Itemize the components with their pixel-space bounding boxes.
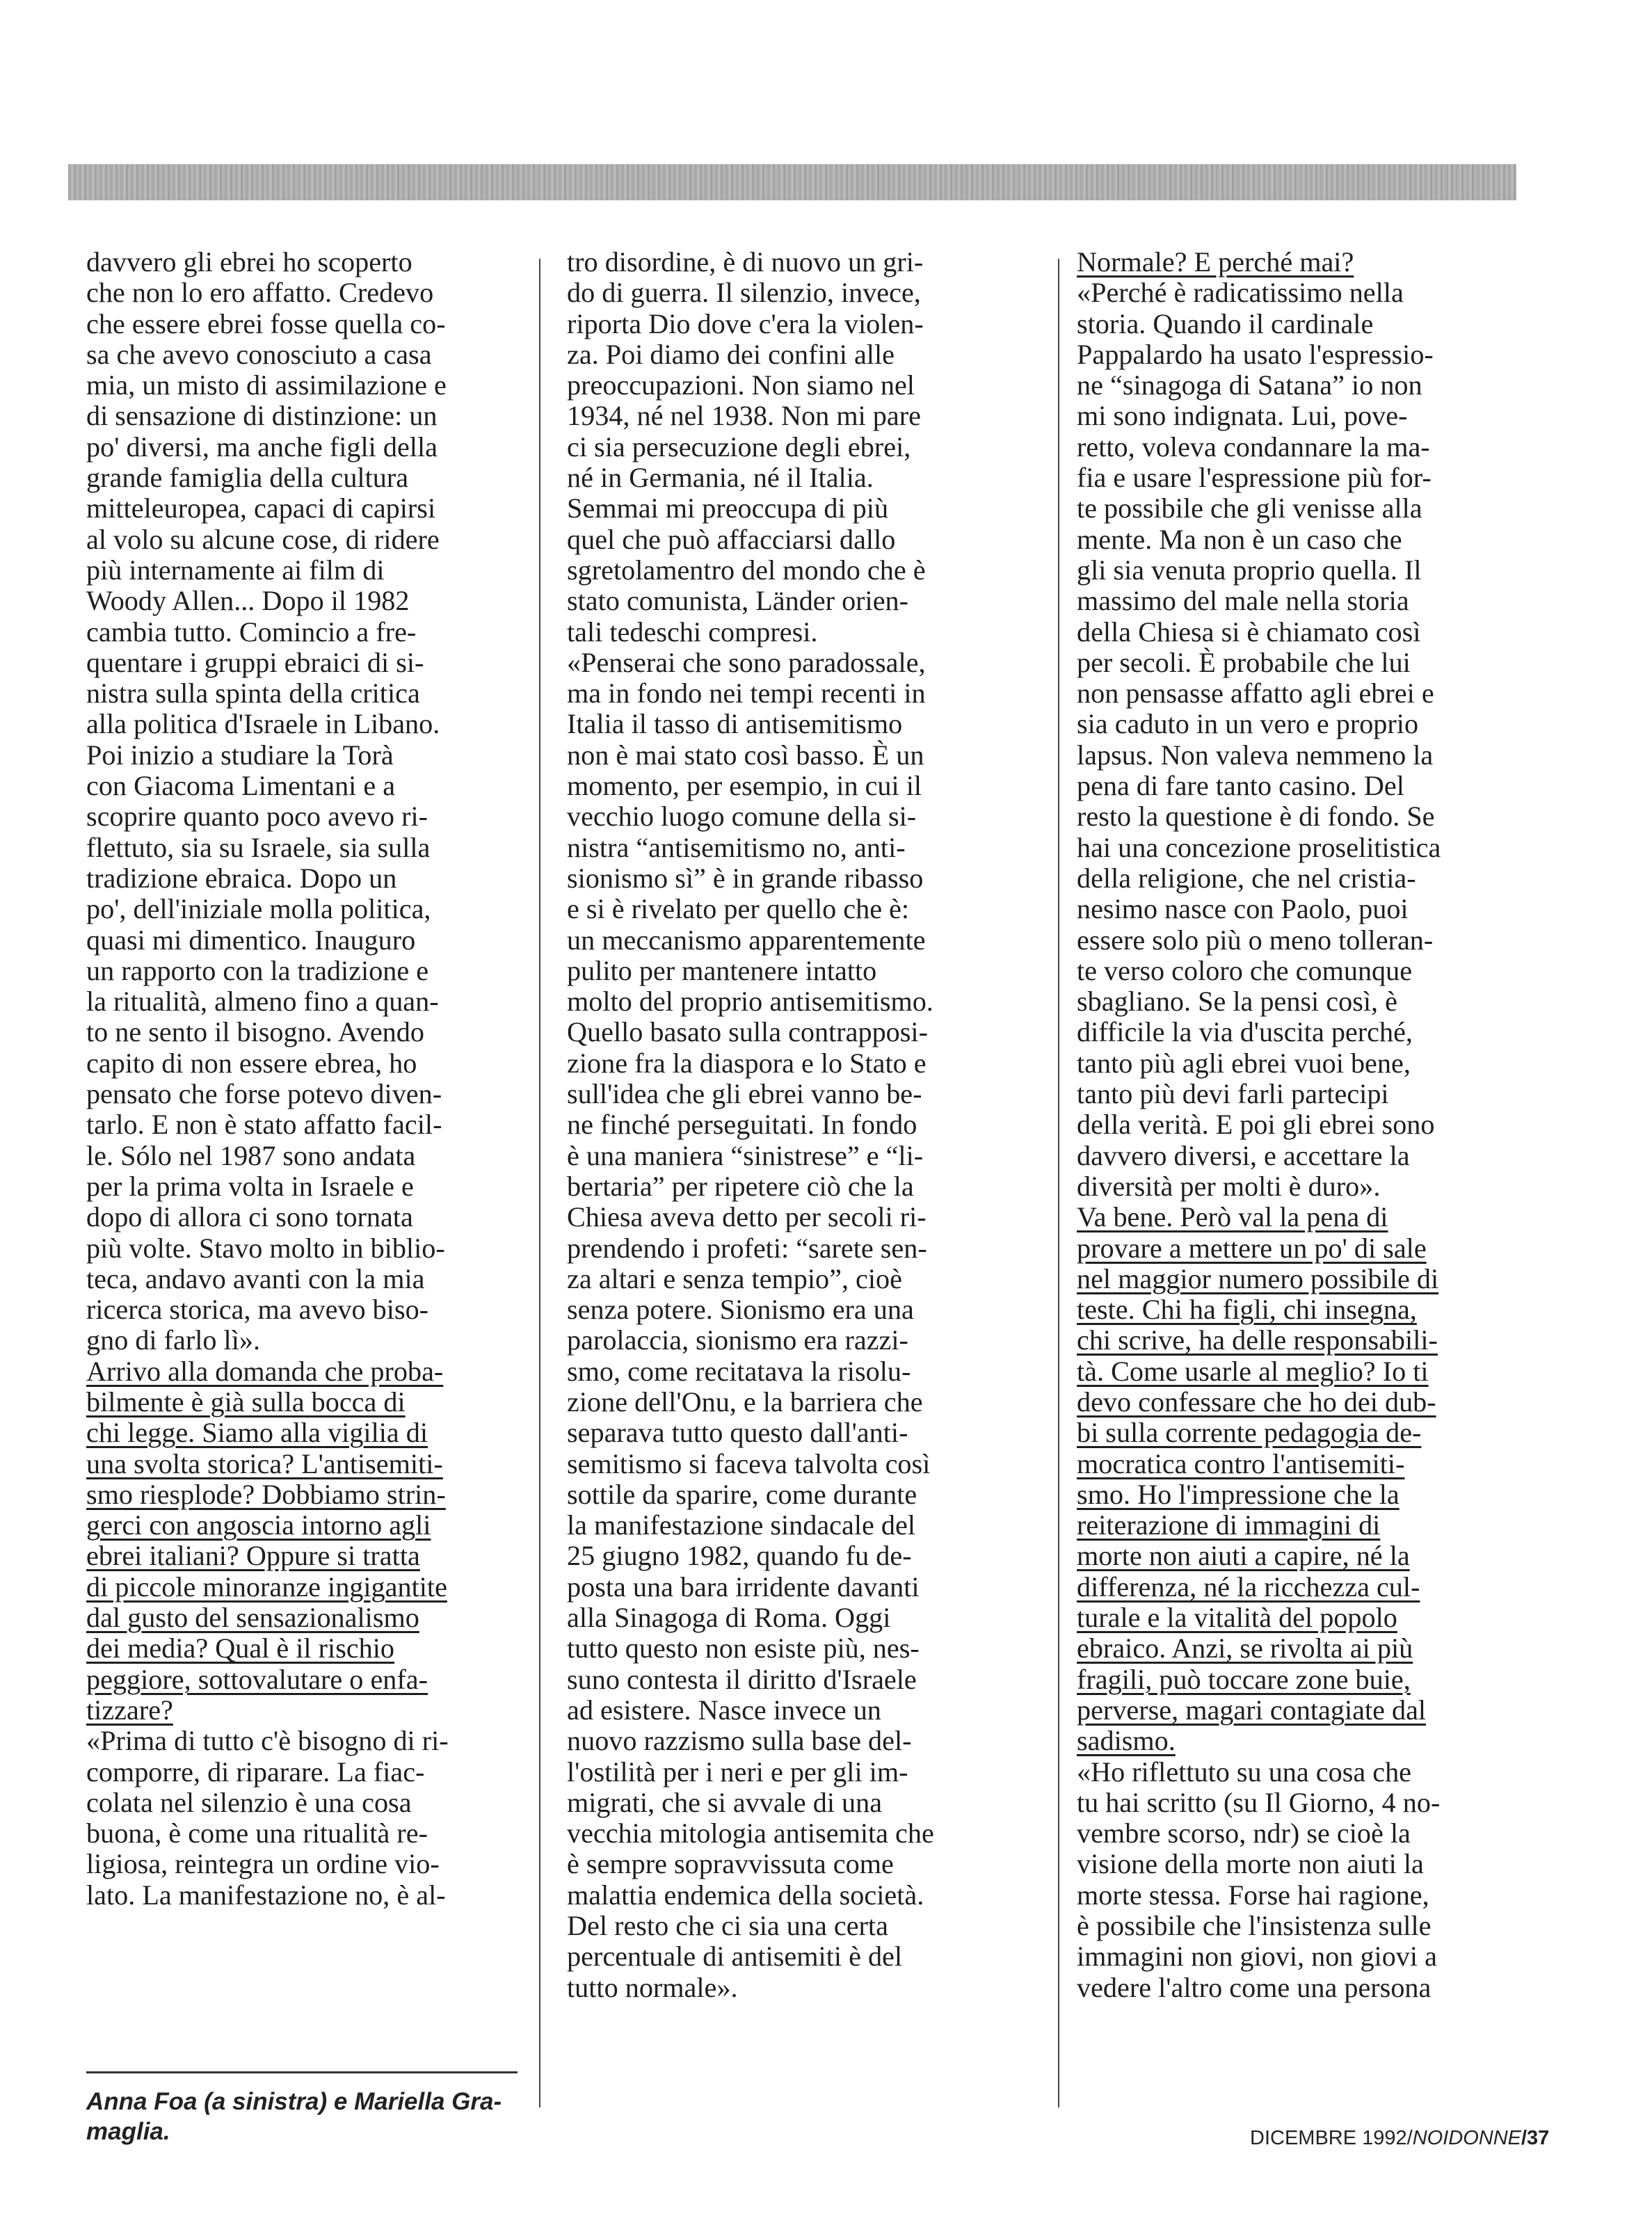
answer-line: massimo del male nella storia — [1077, 585, 1409, 617]
answer-line: della verità. E poi gli ebrei sono — [1077, 1109, 1435, 1141]
answer-line: quentare i gruppi ebraici di si- — [86, 646, 424, 678]
question-line: smo riesplode? Dobbiamo strin- — [86, 1478, 446, 1510]
answer-line: fia e usare l'espressione più for- — [1077, 462, 1432, 494]
answer-line: la manifestazione sindacale del — [567, 1509, 915, 1541]
answer-line: Poi inizio a studiare la Torà — [86, 739, 394, 771]
answer-line: capito di non essere ebrea, ho — [86, 1047, 417, 1079]
answer-line: molto del proprio antisemitismo. — [567, 986, 933, 1018]
question-line: fragili, può toccare zone buie, — [1077, 1663, 1411, 1695]
answer-line: flettuto, sia su Israele, sia sulla — [86, 831, 431, 863]
question-line: Normale? E perché mai? — [1077, 246, 1354, 278]
answer-line: po' diversi, ma anche figli della — [86, 431, 438, 463]
answer-line: mente. Ma non è un caso che — [1077, 523, 1402, 555]
question-line: una svolta storica? L'antisemiti- — [86, 1447, 443, 1479]
question-line: turale e la vitalità del popolo — [1077, 1602, 1397, 1634]
article-column-2 — [567, 247, 934, 2003]
answer-line: «Penserai che sono paradossale, — [567, 646, 926, 678]
answer-line: za. Poi diamo dei confini alle — [567, 338, 895, 370]
answer-line: tutto normale». — [567, 1971, 738, 2003]
answer-line: nistra “antisemitismo no, anti- — [567, 831, 906, 863]
answer-line: sbagliano. Se la pensi così, è — [1077, 986, 1397, 1018]
answer-line: cambia tutto. Comincio a fre- — [86, 616, 417, 648]
answer-line: non è mai stato così basso. È un — [567, 739, 924, 771]
question-line: di piccole minoranze ingigantite — [86, 1571, 447, 1603]
caption-line: Anna Foa (a sinistra) e Mariella Gra- — [86, 2088, 502, 2115]
answer-line: tarlo. E non è stato affatto facil- — [86, 1109, 442, 1141]
answer-line: tradizione ebraica. Dopo un — [86, 862, 397, 894]
answer-line: nesimo nasce con Paolo, puoi — [1077, 893, 1409, 925]
answer-line: «Prima di tutto c'è bisogno di ri- — [86, 1725, 449, 1757]
answer-line: separava tutto questo dall'anti- — [567, 1417, 908, 1449]
answer-line: ad esistere. Nasce invece un — [567, 1694, 881, 1726]
article-column-3 — [1077, 247, 1441, 2003]
answer-line: tali tedeschi compresi. — [567, 616, 818, 648]
answer-line: Chiesa aveva detto per secoli ri- — [567, 1201, 927, 1233]
answer-line: «Ho riflettuto su una cosa che — [1077, 1756, 1411, 1788]
answer-line: morte stessa. Forse hai ragione, — [1077, 1879, 1429, 1911]
question-line: smo. Ho l'impressione che la — [1077, 1478, 1400, 1510]
answer-line: storia. Quando il cardinale — [1077, 307, 1374, 339]
answer-line: al volo su alcune cose, di ridere — [86, 523, 440, 555]
answer-line: stato comunista, Länder orien- — [567, 585, 909, 617]
answer-line: ne finché perseguitati. In fondo — [567, 1109, 917, 1141]
answer-line: dopo di allora ci sono tornata — [86, 1201, 413, 1233]
answer-line: ricerca storica, ma avevo biso- — [86, 1294, 429, 1326]
question-line: tizzare? — [86, 1694, 173, 1726]
answer-line: sa che avevo conosciuto a casa — [86, 338, 432, 370]
question-line: dal gusto del sensazionalismo — [86, 1602, 419, 1634]
answer-line: malattia endemica della società. — [567, 1879, 924, 1911]
question-line: provare a mettere un po' di sale — [1077, 1232, 1427, 1264]
answer-line: ligiosa, reintegra un ordine vio- — [86, 1848, 440, 1880]
answer-line: è una maniera “sinistrese” e “li- — [567, 1139, 924, 1171]
answer-line: davvero gli ebrei ho scoperto — [86, 246, 412, 278]
answer-line: tutto questo non esiste più, nes- — [567, 1632, 920, 1664]
answer-line: davvero diversi, e accettare la — [1077, 1139, 1410, 1171]
question-line: Arrivo alla domanda che proba- — [86, 1355, 444, 1387]
answer-line: momento, per esempio, in cui il — [567, 770, 922, 802]
answer-line: pena di fare tanto casino. Del — [1077, 770, 1404, 802]
caption-line: maglia. — [86, 2118, 170, 2145]
answer-line: di sensazione di distinzione: un — [86, 400, 438, 432]
answer-line: ne “sinagoga di Satana” io non — [1077, 369, 1422, 401]
answer-line: essere solo più o meno tolleran- — [1077, 924, 1434, 956]
answer-line: zione fra la diaspora e lo Stato e — [567, 1047, 927, 1079]
photo-caption — [86, 2087, 502, 2146]
answer-line: sgretolamentro del mondo che è — [567, 554, 926, 586]
answer-line: resto la questione è di fondo. Se — [1077, 801, 1435, 833]
question-line: bi sulla corrente pedagogia de- — [1077, 1417, 1422, 1449]
answer-line: mia, un misto di assimilazione e — [86, 369, 447, 401]
question-line: reiterazione di immagini di — [1077, 1509, 1381, 1541]
answer-line: do di guerra. Il silenzio, invece, — [567, 277, 921, 309]
question-line: morte non aiuti a capire, né la — [1077, 1540, 1410, 1572]
answer-line: teca, andavo avanti con la mia — [86, 1262, 425, 1294]
answer-line: lato. La manifestazione no, è al- — [86, 1879, 446, 1911]
answer-line: smo, come recitatava la risolu- — [567, 1355, 911, 1387]
answer-line: senza potere. Sionismo era una — [567, 1294, 914, 1326]
question-line: ebraico. Anzi, se rivolta ai più — [1077, 1632, 1413, 1664]
answer-line: visione della morte non aiuti la — [1077, 1848, 1424, 1880]
answer-line: te verso coloro che comunque — [1077, 954, 1413, 986]
answer-line: Quello basato sulla contrapposi- — [567, 1016, 928, 1048]
answer-line: della religione, che nel cristia- — [1077, 862, 1416, 894]
answer-line: ma in fondo nei tempi recenti in — [567, 677, 926, 709]
answer-line: alla politica d'Israele in Libano. — [86, 708, 440, 740]
answer-line: 1934, né nel 1938. Non mi pare — [567, 400, 921, 432]
answer-line: riporta Dio dove c'era la violen- — [567, 307, 924, 339]
answer-line: comporre, di riparare. La fiac- — [86, 1756, 425, 1788]
answer-line: Italia il tasso di antisemitismo — [567, 708, 903, 740]
answer-line: gli sia venuta proprio quella. Il — [1077, 554, 1422, 586]
answer-line: alla Sinagoga di Roma. Oggi — [567, 1602, 891, 1634]
answer-line: quasi mi dimentico. Inauguro — [86, 924, 416, 956]
answer-line: né in Germania, né il Italia. — [567, 462, 874, 494]
answer-line: le. Sólo nel 1987 sono andata — [86, 1139, 416, 1171]
article-column-1 — [86, 247, 449, 1911]
question-line: ebrei italiani? Oppure si tratta — [86, 1540, 420, 1572]
answer-line: mi sono indignata. Lui, pove- — [1077, 400, 1408, 432]
answer-line: sionismo sì” è in grande ribasso — [567, 862, 924, 894]
answer-line: tu hai scritto (su Il Giorno, 4 no- — [1077, 1786, 1441, 1818]
answer-line: tanto più agli ebrei vuoi bene, — [1077, 1047, 1411, 1079]
answer-line: Del resto che ci sia una certa — [567, 1910, 888, 1942]
answer-line: Semmai mi preoccupa di più — [567, 492, 889, 524]
question-line: chi scrive, ha delle responsabili- — [1077, 1324, 1438, 1356]
question-line: tà. Come usarle al meglio? Io ti — [1077, 1355, 1429, 1387]
answer-line: zione dell'Onu, e la barriera che — [567, 1386, 923, 1418]
answer-line: vecchio luogo comune della si- — [567, 801, 917, 833]
footer-page-number: /37 — [1521, 2127, 1550, 2149]
answer-line: sottile da sparire, come durante — [567, 1478, 917, 1510]
answer-line: percentuale di antisemiti è del — [567, 1941, 903, 1973]
answer-line: Pappalardo ha usato l'espressio- — [1077, 338, 1434, 370]
answer-line: prendendo i profeti: “sarete sen- — [567, 1232, 927, 1264]
answer-line: 25 giugno 1982, quando fu de- — [567, 1540, 912, 1572]
answer-line: semitismo si faceva talvolta così — [567, 1447, 931, 1479]
question-line: Va bene. Però val la pena di — [1077, 1201, 1388, 1233]
answer-line: con Giacoma Limentani e a — [86, 770, 396, 802]
question-line: devo confessare che ho dei dub- — [1077, 1386, 1436, 1418]
answer-line: e si è rivelato per quello che è: — [567, 893, 910, 925]
answer-line: difficile la via d'uscita perché, — [1077, 1016, 1413, 1048]
answer-line: più internamente ai film di — [86, 554, 385, 586]
question-line: dei media? Qual è il rischio — [86, 1632, 395, 1664]
question-line: nel maggior numero possibile di — [1077, 1262, 1439, 1294]
answer-line: è possibile che l'insistenza sulle — [1077, 1910, 1432, 1942]
caption-rule — [86, 2071, 518, 2073]
question-line: bilmente è già sulla bocca di — [86, 1386, 406, 1418]
answer-line: nistra sulla spinta della critica — [86, 677, 420, 709]
answer-line: non pensasse affatto agli ebrei e — [1077, 677, 1434, 709]
answer-line: sull'idea che gli ebrei vanno be- — [567, 1078, 922, 1110]
answer-line: che essere ebrei fosse quella co- — [86, 307, 446, 339]
answer-line: te possibile che gli venisse alla — [1077, 492, 1422, 524]
answer-line: per la prima volta in Israele e — [86, 1170, 414, 1202]
header-decorative-band — [68, 164, 1516, 200]
answer-line: per secoli. È probabile che lui — [1077, 646, 1411, 678]
answer-line: gno di farlo lì». — [86, 1324, 261, 1356]
answer-line: colata nel silenzio è una cosa — [86, 1786, 412, 1818]
answer-line: è sempre sopravvissuta come — [567, 1848, 894, 1880]
answer-line: ci sia persecuzione degli ebrei, — [567, 431, 911, 463]
answer-line: quel che può affacciarsi dallo — [567, 523, 896, 555]
answer-line: za altari e senza tempio”, cioè — [567, 1262, 902, 1294]
answer-line: diversità per molti è duro». — [1077, 1170, 1381, 1202]
page-footer — [1250, 2127, 1549, 2150]
answer-line: hai una concezione proselitistica — [1077, 831, 1441, 863]
question-line: chi legge. Siamo alla vigilia di — [86, 1417, 428, 1449]
column-divider-2 — [1058, 259, 1059, 2107]
answer-line: vembre scorso, ndr) se cioè la — [1077, 1817, 1411, 1849]
answer-line: immagini non giovi, non giovi a — [1077, 1941, 1437, 1973]
answer-line: scoprire quanto poco avevo ri- — [86, 801, 428, 833]
answer-line: tro disordine, è di nuovo un gri- — [567, 246, 924, 278]
answer-line: retto, voleva condannare la ma- — [1077, 431, 1430, 463]
question-line: mocratica contro l'antisemiti- — [1077, 1447, 1405, 1479]
question-line: perverse, magari contagiate dal — [1077, 1694, 1427, 1726]
question-line: differenza, né la ricchezza cul- — [1077, 1571, 1420, 1603]
question-line: sadismo. — [1077, 1725, 1176, 1757]
answer-line: to ne sento il bisogno. Avendo — [86, 1016, 424, 1048]
answer-line: po', dell'iniziale molla politica, — [86, 893, 431, 925]
answer-line: vedere l'altro come una persona — [1077, 1971, 1432, 2003]
footer-magazine: NOIDONNE — [1412, 2127, 1521, 2149]
column-divider-1 — [539, 259, 540, 2107]
answer-line: posta una bara irridente davanti — [567, 1571, 920, 1603]
answer-line: bertaria” per ripetere ciò che la — [567, 1170, 914, 1202]
answer-line: della Chiesa si è chiamato così — [1077, 616, 1421, 648]
answer-line: vecchia mitologia antisemita che — [567, 1817, 934, 1849]
answer-line: pensato che forse potevo diven- — [86, 1078, 442, 1110]
question-line: teste. Chi ha figli, chi insegna, — [1077, 1294, 1417, 1326]
answer-line: buona, è come una ritualità re- — [86, 1817, 428, 1849]
answer-line: un rapporto con la tradizione e — [86, 954, 429, 986]
answer-line: Woody Allen... Dopo il 1982 — [86, 585, 410, 617]
answer-line: che non lo ero affatto. Credevo — [86, 277, 434, 309]
answer-line: suno contesta il diritto d'Israele — [567, 1663, 917, 1695]
answer-line: grande famiglia della cultura — [86, 462, 409, 494]
answer-line: sia caduto in un vero e proprio — [1077, 708, 1419, 740]
answer-line: preoccupazioni. Non siamo nel — [567, 369, 915, 401]
answer-line: «Perché è radicatissimo nella — [1077, 277, 1404, 309]
answer-line: più volte. Stavo molto in biblio- — [86, 1232, 445, 1264]
answer-line: l'ostilità per i neri e per gli im- — [567, 1756, 908, 1788]
question-line: peggiore, sottovalutare o enfa- — [86, 1663, 428, 1695]
answer-line: parolaccia, sionismo era razzi- — [567, 1324, 908, 1356]
question-line: gerci con angoscia intorno agli — [86, 1509, 431, 1541]
answer-line: migrati, che si avvale di una — [567, 1786, 883, 1818]
answer-line: tanto più devi farli partecipi — [1077, 1078, 1389, 1110]
answer-line: lapsus. Non valeva nemmeno la — [1077, 739, 1434, 771]
footer-date: DICEMBRE 1992/ — [1250, 2127, 1413, 2149]
answer-line: un meccanismo apparentemente — [567, 924, 926, 956]
answer-line: mitteleuropea, capaci di capirsi — [86, 492, 436, 524]
answer-line: nuovo razzismo sulla base del- — [567, 1725, 912, 1757]
answer-line: la ritualità, almeno fino a quan- — [86, 986, 439, 1018]
answer-line: pulito per mantenere intatto — [567, 954, 877, 986]
